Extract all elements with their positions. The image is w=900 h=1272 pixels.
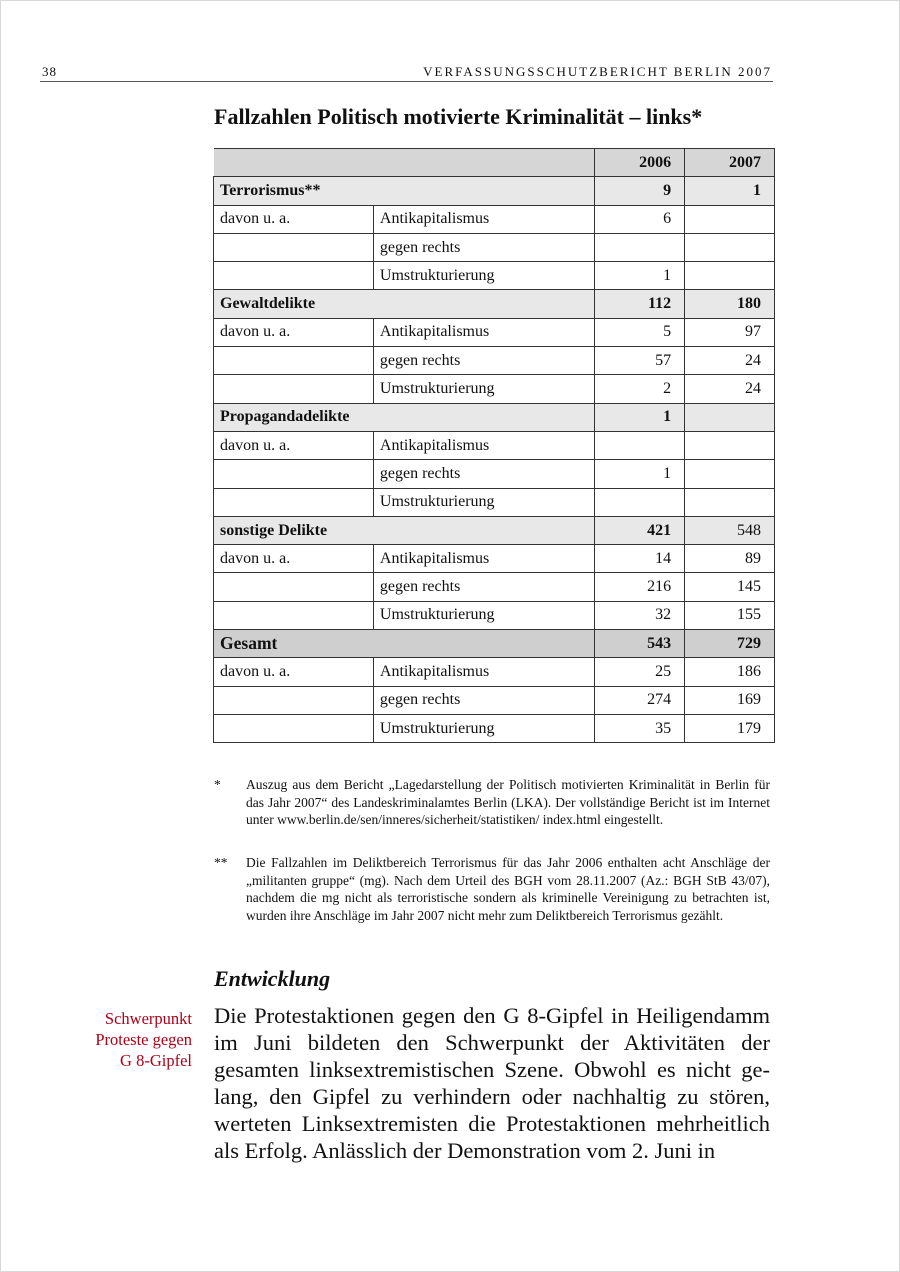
table-row — [214, 460, 775, 488]
category-label: Gesamt — [214, 630, 374, 658]
category-label: Terrorismus** — [214, 177, 374, 205]
category-blank — [373, 630, 594, 658]
row-sublabel: gegen rechts — [373, 347, 594, 375]
value-2007: 729 — [685, 630, 775, 658]
category-blank — [373, 403, 594, 431]
footnote-text: Die Fallzahlen im Deliktbereich Terrorismus für das Jahr 2006 enthalten acht Anschläge der „militanten gruppe“ (mg). Nach dem Urteil des BGH vom 28.11.2007 (Az.: BGH StB 43/07), nachdem die mg nicht als terroristische sondern als kriminelle Vereinigung zu betrachten ist, wurden ihre Anschläge im Jahr 2007 nicht mehr zum Deliktbereich Terrorismus gezählt. — [246, 855, 770, 923]
category-blank — [373, 290, 594, 318]
category-row — [214, 403, 775, 431]
value-2006: 421 — [595, 516, 685, 544]
value-2007: 179 — [685, 714, 775, 742]
table-row — [214, 318, 775, 346]
value-2006: 25 — [595, 658, 685, 686]
margin-note-line: G 8-Gipfel — [120, 1051, 192, 1070]
row-label — [214, 375, 374, 403]
value-2006: 57 — [595, 347, 685, 375]
value-2006: 274 — [595, 686, 685, 714]
category-row — [214, 177, 775, 205]
row-sublabel: gegen rechts — [373, 460, 594, 488]
row-label: davon u. a. — [214, 318, 374, 346]
category-row — [214, 290, 775, 318]
row-label: davon u. a. — [214, 658, 374, 686]
header-blank-cell — [214, 149, 374, 177]
table-row — [214, 686, 775, 714]
value-2007: 24 — [685, 375, 775, 403]
value-2006: 6 — [595, 205, 685, 233]
row-label: davon u. a. — [214, 205, 374, 233]
row-sublabel: Antikapitalismus — [373, 545, 594, 573]
table-row — [214, 488, 775, 516]
table-row — [214, 431, 775, 459]
row-label — [214, 460, 374, 488]
statistics-table — [213, 148, 775, 743]
row-sublabel: Antikapitalismus — [373, 431, 594, 459]
row-label: davon u. a. — [214, 431, 374, 459]
header-blank-cell — [373, 149, 594, 177]
value-2006 — [595, 233, 685, 261]
value-2007 — [685, 233, 775, 261]
category-label: Propagandadelikte — [214, 403, 374, 431]
row-label — [214, 262, 374, 290]
value-2007 — [685, 205, 775, 233]
category-label: Gewaltdelikte — [214, 290, 374, 318]
row-label: davon u. a. — [214, 545, 374, 573]
margin-note-line: Schwerpunkt — [104, 1009, 192, 1028]
row-label — [214, 347, 374, 375]
value-2007: 186 — [685, 658, 775, 686]
row-sublabel: Umstrukturierung — [373, 714, 594, 742]
category-label: sonstige Delikte — [214, 516, 374, 544]
value-2006: 112 — [595, 290, 685, 318]
page-number: 38 — [42, 64, 57, 79]
margin-note — [42, 1008, 192, 1071]
total-row — [214, 630, 775, 658]
value-2007 — [685, 403, 775, 431]
value-2006: 1 — [595, 403, 685, 431]
value-2007 — [685, 488, 775, 516]
footnote-2 — [214, 854, 770, 924]
value-2007: 180 — [685, 290, 775, 318]
value-2007: 155 — [685, 601, 775, 629]
value-2006 — [595, 488, 685, 516]
section-heading: Entwicklung — [214, 966, 331, 991]
row-label — [214, 714, 374, 742]
value-2006: 1 — [595, 460, 685, 488]
row-sublabel: Antikapitalismus — [373, 658, 594, 686]
table-row — [214, 714, 775, 742]
category-blank — [373, 177, 594, 205]
table-header-row — [214, 149, 775, 177]
value-2007 — [685, 431, 775, 459]
value-2006: 5 — [595, 318, 685, 346]
row-sublabel: Umstrukturierung — [373, 488, 594, 516]
row-sublabel: Antikapitalismus — [373, 318, 594, 346]
value-2007 — [685, 460, 775, 488]
header-rule — [40, 81, 773, 82]
value-2007: 169 — [685, 686, 775, 714]
row-sublabel: gegen rechts — [373, 233, 594, 261]
value-2007: 97 — [685, 318, 775, 346]
year-header-2006: 2006 — [595, 149, 685, 177]
table-row — [214, 262, 775, 290]
running-title: VERFASSUNGSSCHUTZBERICHT BERLIN 2007 — [423, 64, 772, 79]
value-2007: 89 — [685, 545, 775, 573]
category-row — [214, 516, 775, 544]
value-2006: 35 — [595, 714, 685, 742]
table-row — [214, 375, 775, 403]
table-row — [214, 233, 775, 261]
value-2007: 24 — [685, 347, 775, 375]
value-2006 — [595, 431, 685, 459]
value-2007: 1 — [685, 177, 775, 205]
value-2006: 9 — [595, 177, 685, 205]
row-label — [214, 573, 374, 601]
category-blank — [373, 516, 594, 544]
row-sublabel: Umstrukturierung — [373, 262, 594, 290]
value-2006: 14 — [595, 545, 685, 573]
value-2007 — [685, 262, 775, 290]
footnote-text: Auszug aus dem Bericht „Lagedarstellung der Politisch motivierten Kriminalität in Berlin für das Jahr 2007“ des Landeskriminalamtes Berlin (LKA). Der vollständige Bericht ist im Internet unter www.berlin.de/sen/inneres/sicherheit/statistiken/ index.html eingestellt. — [246, 777, 770, 827]
footnote-mark: ** — [214, 855, 228, 870]
row-sublabel: gegen rechts — [373, 573, 594, 601]
table-row — [214, 658, 775, 686]
table-row — [214, 545, 775, 573]
value-2006: 543 — [595, 630, 685, 658]
footnote-mark: * — [214, 777, 221, 792]
value-2006: 1 — [595, 262, 685, 290]
row-label — [214, 686, 374, 714]
row-sublabel: gegen rechts — [373, 686, 594, 714]
row-label — [214, 601, 374, 629]
table-row — [214, 347, 775, 375]
row-label — [214, 233, 374, 261]
table-row — [214, 601, 775, 629]
margin-note-line: Proteste gegen — [95, 1030, 192, 1049]
value-2006: 216 — [595, 573, 685, 601]
table-row — [214, 205, 775, 233]
table-row — [214, 573, 775, 601]
body-paragraph: Die Protestaktionen gegen den G 8-Gipfel in Heiligendamm im Juni bildeten den Schwerpunkt der Aktivitäten der gesamten linksextremistischen Szene. Obwohl es nicht ge-lang, den Gipfel zu verhindern oder nachhaltig zu stören, werteten Linksextremisten die Protestaktionen mehrheitlich als Erfolg. Anlässlich der Demonstration vom 2. Juni in — [214, 1003, 770, 1163]
value-2006: 2 — [595, 375, 685, 403]
year-header-2007: 2007 — [685, 149, 775, 177]
value-2006: 32 — [595, 601, 685, 629]
table-title: Fallzahlen Politisch motivierte Kriminalität – links* — [214, 104, 703, 129]
row-label — [214, 488, 374, 516]
row-sublabel: Umstrukturierung — [373, 601, 594, 629]
footnote-1 — [214, 776, 770, 829]
row-sublabel: Antikapitalismus — [373, 205, 594, 233]
row-sublabel: Umstrukturierung — [373, 375, 594, 403]
value-2007: 548 — [685, 516, 775, 544]
value-2007: 145 — [685, 573, 775, 601]
